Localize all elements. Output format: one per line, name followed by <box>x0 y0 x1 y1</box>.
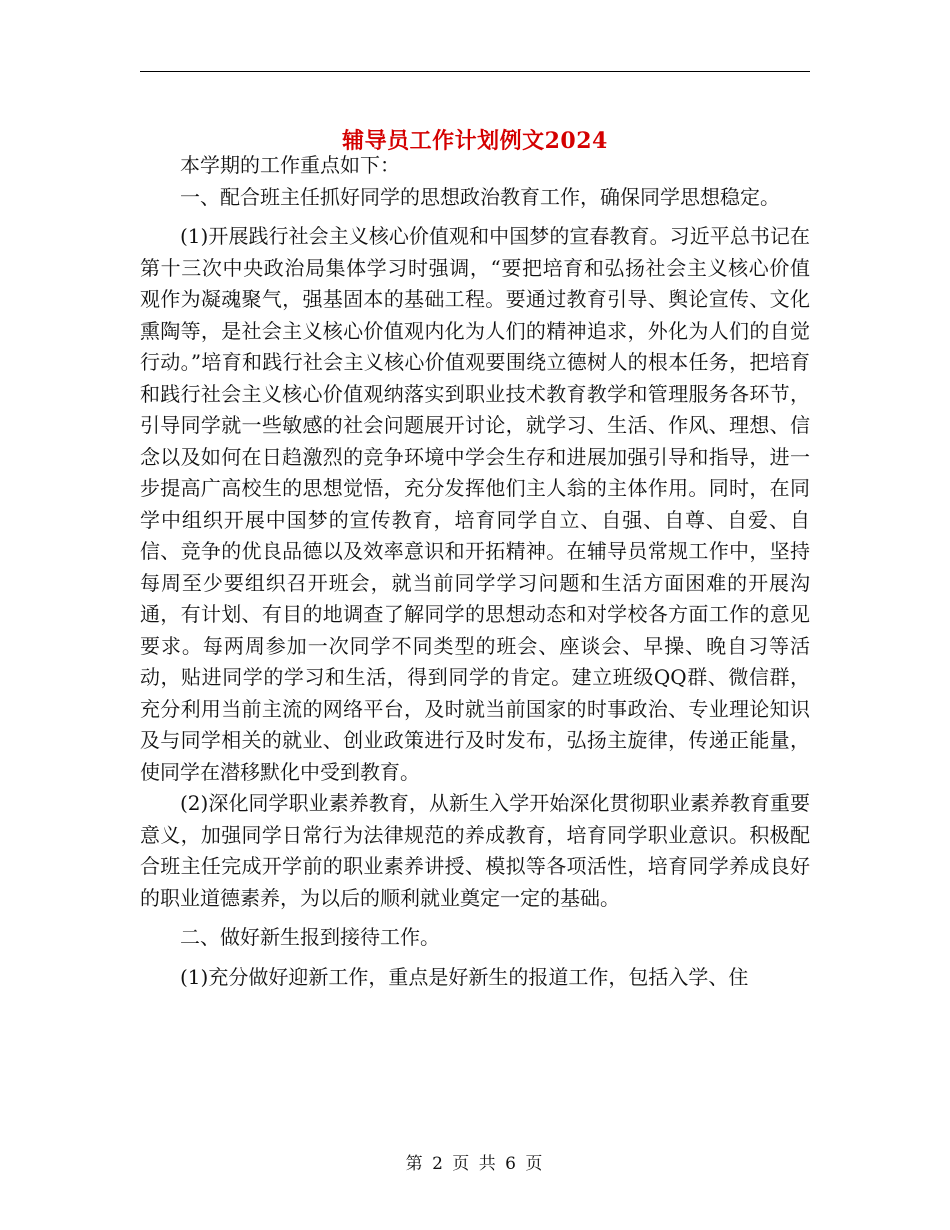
section-one-heading: 一、配合班主任抓好同学的思想政治教育工作，确保同学思想稳定。 <box>180 184 780 209</box>
section-two-item-1-paragraph: (1)充分做好迎新工作，重点是好新生的报道工作，包括入学、住 <box>180 964 749 989</box>
intro-paragraph: 本学期的工作重点如下： <box>180 153 400 177</box>
page-number: 第 2 页 共 6 页 <box>405 1154 545 1174</box>
item-2-paragraph: (2)深化同学职业素养教育，从新生入学开始深化贯彻职业素养教育重要意义，加强同学日常行为法律规范的养成教育，培育同学职业意识。积极配合班主任完成开学前的职业素养讲授、模拟等各项活性，培育同学养成良好的职业道德素养，为以后的顺利就业奠定一定的基础。 <box>140 791 810 910</box>
document-body <box>140 150 810 993</box>
item-1-paragraph: (1)开展践行社会主义核心价值观和中国梦的宣春教育。习近平总书记在第十三次中央政治局集体学习时强调，“要把培育和弘扬社会主义核心价值观作为凝魂聚气，强基固本的基础工程。要通过教育引导、舆论宣传、文化熏陶等，是社会主义核心价值观内化为人们的精神追求，外化为人们的自觉行动。”培育和践行社会主义核心价值观要围绕立德树人的根本任务，把培育和践行社会主义核心价值观纳落实到职业技术教育教学和管理服务各环节，引导同学就一些敏感的社会问题展开讨论，就学习、生活、作风、理想、信念以及如何在日趋激烈的竞争环境中学会生存和进展加强引导和指导，进一步提高广高校生的思想觉悟，充分发挥他们主人翁的主体作用。同时，在同学中组织开展中国梦的宣传教育，培育同学自立、自强、自尊、自爱、自信、竞争的优良品德以及效率意识和开拓精神。在辅导员常规工作中，坚持每周至少要组织召开班会，就当前同学学习问题和生活方面困难的开展沟通，有计划、有目的地调查了解同学的思想动态和对学校各方面工作的意见要求。每两周参加一次同学不同类型的班会、座谈会、早操、晚自习等活动，贴进同学的学习和生活，得到同学的肯定。建立班级QQ群、微信群，充分利用当前主流的网络平台，及时就当前国家的时事政治、专业理论知识及与同学相关的就业、创业政策进行及时发布，弘扬主旋律，传递正能量，使同学在潜移默化中受到教育。 <box>140 224 810 784</box>
section-two-heading: 二、做好新生报到接待工作。 <box>180 925 440 949</box>
document-title: 辅导员工作计划例文2024 <box>342 127 608 154</box>
header-rule <box>140 71 810 72</box>
